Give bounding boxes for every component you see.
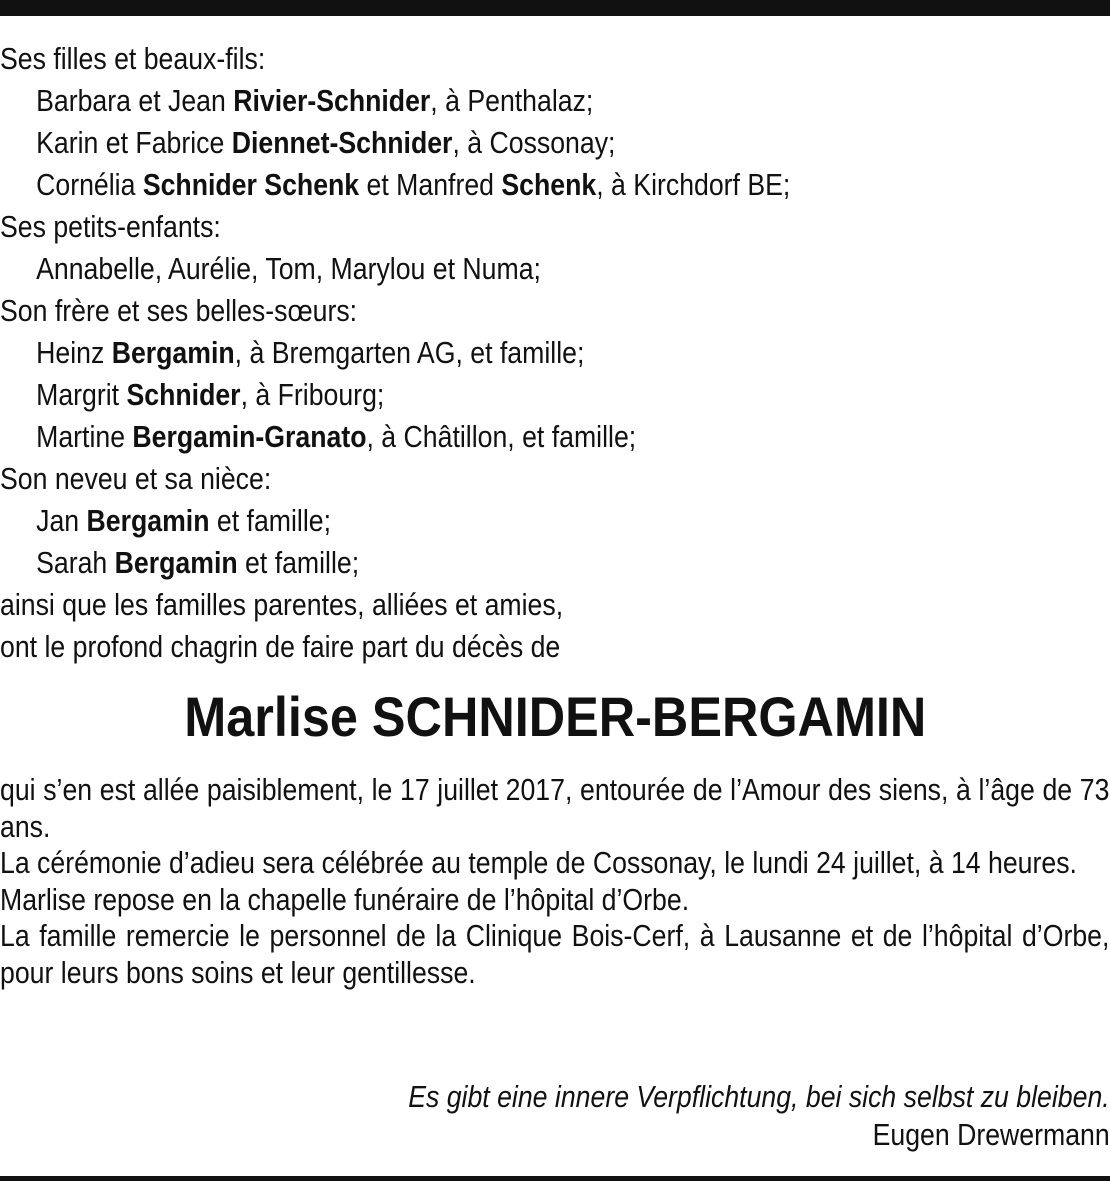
family-text: , à Cossonay; xyxy=(452,125,616,160)
paragraph-rest: Marlise repose en la chapelle funéraire de l’hôpital d’Orbe. xyxy=(0,881,690,917)
bottom-border-rule xyxy=(0,1176,1110,1181)
family-entry xyxy=(0,500,1109,542)
deceased-name-text: Marlise SCHNIDER-BERGAMIN xyxy=(183,685,927,748)
paragraph-passing: qui s’en est allée paisiblement, le 17 juillet 2017, entourée de l’Amour des siens, à l’âge de 73 ans. xyxy=(0,772,1110,844)
family-text: Heinz xyxy=(36,335,112,370)
family-text: Son frère et ses belles-sœurs: xyxy=(0,293,358,328)
family-text: , à Bremgarten AG, et famille; xyxy=(234,335,585,370)
family-name-bold: Diennet-Schnider xyxy=(231,125,453,160)
family-text: Ses petits-enfants: xyxy=(0,209,221,244)
family-entry xyxy=(0,542,1109,584)
family-heading xyxy=(0,206,1109,248)
family-heading xyxy=(0,584,1109,626)
quote-text: Es gibt eine innere Verpflichtung, bei sich selbst zu bleiben. xyxy=(408,1079,1110,1114)
family-list xyxy=(0,38,955,668)
family-entry xyxy=(0,80,1109,122)
family-heading xyxy=(0,458,1109,500)
family-text: Karin et Fabrice xyxy=(36,125,232,160)
family-name-bold: Schenk xyxy=(501,167,597,202)
family-text: Ses filles et beaux-fils: xyxy=(0,41,266,76)
family-text: Annabelle, Aurélie, Tom, Marylou et Numa; xyxy=(36,251,541,286)
family-entry xyxy=(0,164,1109,206)
family-text: , à Fribourg; xyxy=(240,377,385,412)
family-name-bold: Bergamin-Granato xyxy=(132,419,367,454)
family-entry xyxy=(0,374,1109,416)
announcement-body xyxy=(0,772,1110,991)
family-name-bold: Schnider Schenk xyxy=(142,167,360,202)
family-text: ont le profond chagrin de faire part du décès de xyxy=(0,629,561,664)
family-name-bold: Bergamin xyxy=(86,503,210,538)
family-entry xyxy=(0,416,1109,458)
family-text: Margrit xyxy=(36,377,127,412)
family-text: , à Châtillon, et famille; xyxy=(366,419,637,454)
family-name-bold: Bergamin xyxy=(111,335,235,370)
family-text: Cornélia xyxy=(36,167,143,202)
family-name-bold: Bergamin xyxy=(114,545,238,580)
top-border-rule xyxy=(0,0,1110,16)
family-heading xyxy=(0,626,1109,668)
family-text: et famille; xyxy=(209,503,331,538)
quote-author: Eugen Drewermann xyxy=(872,1117,1110,1152)
family-text: Sarah xyxy=(36,545,115,580)
family-text: et famille; xyxy=(237,545,360,580)
family-text: Martine xyxy=(36,419,133,454)
family-entry xyxy=(0,248,1109,290)
family-text: Barbara et Jean xyxy=(36,83,234,118)
paragraph-ceremony: La cérémonie d’adieu sera célébrée au temple de Cossonay, le lundi 24 juillet, à 14 heures. xyxy=(0,845,1077,880)
family-text: , à Penthalaz; xyxy=(430,83,594,118)
family-name-bold: Rivier-Schnider xyxy=(233,83,431,118)
paragraph-thanks: La famille remercie le personnel de la Clinique Bois-Cerf, à Lausanne et de l’hôpital d’Orbe, pour leurs bons soins et leur gentillesse. xyxy=(0,918,1110,990)
family-text: et Manfred xyxy=(359,167,502,202)
family-name-bold: Schnider xyxy=(126,377,241,412)
family-text: , à Kirchdorf BE; xyxy=(596,167,791,202)
family-heading xyxy=(0,290,1109,332)
family-heading xyxy=(0,38,1109,80)
family-entry xyxy=(0,122,1109,164)
deceased-name xyxy=(0,682,1110,752)
family-entry xyxy=(0,332,1109,374)
family-text: Son neveu et sa nièce: xyxy=(0,461,272,496)
closing-quote xyxy=(0,1078,1110,1154)
family-text: Jan xyxy=(36,503,87,538)
family-text: ainsi que les familles parentes, alliées et amies, xyxy=(0,587,564,622)
